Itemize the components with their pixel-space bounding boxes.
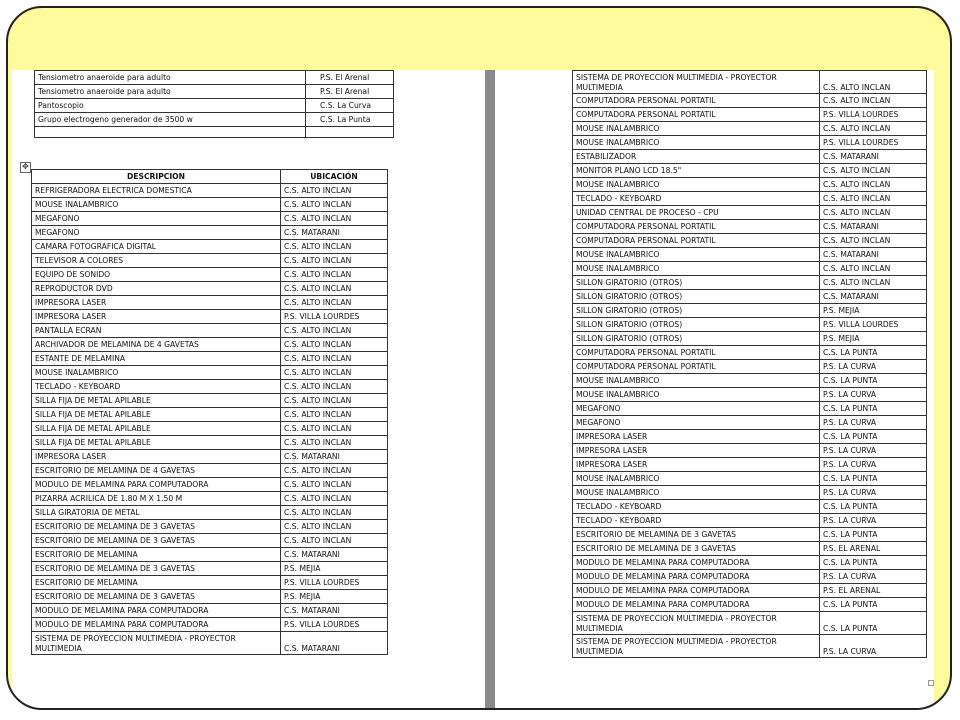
cell-description: COMPUTADORA PERSONAL PORTATIL (573, 94, 820, 108)
cell-location: P.S. EL ARENAL (820, 584, 927, 598)
cell-description: ESTABILIZADOR (573, 150, 820, 164)
cell-location: P.S. LA CURVA (820, 388, 927, 402)
table-row (32, 590, 388, 604)
cell-location: P.S. EL ARENAL (820, 542, 927, 556)
cell-description: MOUSE INALAMBRICO (573, 178, 820, 192)
cell-description: TECLADO - KEYBOARD (573, 192, 820, 206)
cell-description: TELEVISOR A COLORES (32, 254, 281, 268)
document-page-right (495, 70, 934, 708)
table-row (573, 136, 927, 150)
table-row (573, 108, 927, 122)
cell-location: C.S. ALTO INCLAN (281, 478, 388, 492)
cell-description: SILLA GIRATORIA DE METAL (32, 506, 281, 520)
table-row (35, 127, 394, 138)
cell-description: MOUSE INALAMBRICO (573, 136, 820, 150)
cell-location: P.S. MEJIA (281, 590, 388, 604)
cell-location: P.S. El Arenal (306, 85, 394, 99)
cell-description: REPRODUCTOR DVD (32, 282, 281, 296)
cell-location: C.S. ALTO INCLAN (281, 282, 388, 296)
table-row (573, 416, 927, 430)
table-row (573, 556, 927, 570)
cell-description: COMPUTADORA PERSONAL PORTATIL (573, 108, 820, 122)
table-row (573, 500, 927, 514)
cell-location: C.S. ALTO INCLAN (281, 268, 388, 282)
cell-description: SISTEMA DE PROYECCION MULTIMEDIA - PROYECTOR MULTIMEDIA (573, 635, 820, 658)
table-row (32, 408, 388, 422)
cell-description: Grupo electrogeno generador de 3500 w (35, 113, 306, 127)
table-row (573, 192, 927, 206)
cell-location: C.S. LA PUNTA (820, 612, 927, 635)
cell-description: MEGAFONO (573, 416, 820, 430)
cell-description: MOUSE INALAMBRICO (573, 248, 820, 262)
table-row (32, 324, 388, 338)
cell-description: PIZARRA ACRILICA DE 1.80 M X 1.50 M (32, 492, 281, 506)
cell-description: EQUIPO DE SONIDO (32, 268, 281, 282)
cell-location: P.S. LA CURVA (820, 570, 927, 584)
table-row (32, 310, 388, 324)
cell-location: C.S. LA PUNTA (820, 402, 927, 416)
table-row (573, 276, 927, 290)
cell-description: MODULO DE MELAMINA PARA COMPUTADORA (32, 478, 281, 492)
cell-location: P.S. VILLA LOURDES (281, 618, 388, 632)
page-corner-marker (928, 680, 934, 686)
cell-location: C.S. MATARANI (820, 248, 927, 262)
cell-description: IMPRESORA LASER (32, 450, 281, 464)
cell-description: SILLA FIJA DE METAL APILABLE (32, 422, 281, 436)
cell-description: SISTEMA DE PROYECCION MULTIMEDIA - PROYECTOR MULTIMEDIA (573, 71, 820, 94)
table-row (573, 248, 927, 262)
cell-description: MOUSE INALAMBRICO (32, 198, 281, 212)
table-row (32, 450, 388, 464)
cell-location: C.S. ALTO INCLAN (281, 422, 388, 436)
cell-location: C.S. MATARANI (820, 220, 927, 234)
table-row (32, 268, 388, 282)
cell-location: C.S. MATARANI (820, 290, 927, 304)
cell-description: MOUSE INALAMBRICO (573, 262, 820, 276)
table-row (32, 576, 388, 590)
cell-description: MOUSE INALAMBRICO (573, 388, 820, 402)
cell-description: MOUSE INALAMBRICO (573, 486, 820, 500)
cell-location: C.S. La Curva (306, 99, 394, 113)
table-row (573, 290, 927, 304)
left-inventory-table (31, 169, 388, 655)
cell-location: C.S. ALTO INCLAN (281, 394, 388, 408)
cell-description: ESCRITORIO DE MELAMINA DE 3 GAVETAS (32, 590, 281, 604)
cell-description: MOUSE INALAMBRICO (32, 366, 281, 380)
table-row (573, 402, 927, 416)
cell-location: C.S. ALTO INCLAN (281, 296, 388, 310)
table-row (573, 570, 927, 584)
cell-location: C.S. ALTO INCLAN (281, 380, 388, 394)
cell-description: ESCRITORIO DE MELAMINA DE 3 GAVETAS (573, 528, 820, 542)
cell-description: SISTEMA DE PROYECCION MULTIMEDIA - PROYECTOR MULTIMEDIA (573, 612, 820, 635)
cell-description: MODULO DE MELAMINA PARA COMPUTADORA (573, 570, 820, 584)
move-arrows-icon[interactable]: ✥ (20, 162, 31, 173)
table-row (573, 164, 927, 178)
cell-description: MODULO DE MELAMINA PARA COMPUTADORA (573, 584, 820, 598)
header-ubicacion: UBICACIÓN (281, 170, 388, 184)
cell-description: TECLADO - KEYBOARD (573, 500, 820, 514)
cell-location: C.S. MATARANI (281, 548, 388, 562)
table-row (32, 506, 388, 520)
cell-location: C.S. ALTO INCLAN (820, 276, 927, 290)
table-row (573, 486, 927, 500)
table-row (32, 422, 388, 436)
cell-description: UNIDAD CENTRAL DE PROCESO - CPU (573, 206, 820, 220)
table-row (32, 352, 388, 366)
cell-location: C.S. LA PUNTA (820, 528, 927, 542)
cell-description: Tensiometro anaeroide para adulto (35, 71, 306, 85)
table-row (32, 240, 388, 254)
cell-location: C.S. LA PUNTA (820, 346, 927, 360)
cell-location: C.S. ALTO INCLAN (281, 520, 388, 534)
table-row (32, 338, 388, 352)
table-row (32, 520, 388, 534)
table-row (573, 472, 927, 486)
cell-description: ESCRITORIO DE MELAMINA DE 3 GAVETAS (573, 542, 820, 556)
cell-description: SILLON GIRATORIO (OTROS) (573, 276, 820, 290)
table-row (32, 604, 388, 618)
cell-location: C.S. LA PUNTA (820, 556, 927, 570)
table-row (573, 150, 927, 164)
table-row (573, 206, 927, 220)
cell-location: P.S. LA CURVA (820, 416, 927, 430)
table-row (573, 332, 927, 346)
cell-description: MOUSE INALAMBRICO (573, 122, 820, 136)
cell-description: ESCRITORIO DE MELAMINA DE 3 GAVETAS (32, 562, 281, 576)
table-row (32, 492, 388, 506)
cell-location: C.S. ALTO INCLAN (281, 506, 388, 520)
cell-description: ARCHIVADOR DE MELAMINA DE 4 GAVETAS (32, 338, 281, 352)
table-row (32, 534, 388, 548)
cell-location: C.S. MATARANI (820, 150, 927, 164)
cell-location: P.S. MEJIA (820, 332, 927, 346)
cell-location: P.S. VILLA LOURDES (281, 310, 388, 324)
cell-description: MODULO DE MELAMINA PARA COMPUTADORA (573, 598, 820, 612)
cell-location: C.S. LA PUNTA (820, 598, 927, 612)
cell-description: SILLON GIRATORIO (OTROS) (573, 318, 820, 332)
cell-description: Tensiometro anaeroide para adulto (35, 85, 306, 99)
table-row (32, 394, 388, 408)
cell-description: MODULO DE MELAMINA PARA COMPUTADORA (32, 604, 281, 618)
cell-location: C.S. ALTO INCLAN (820, 234, 927, 248)
cell-description: MOUSE INALAMBRICO (573, 472, 820, 486)
table-row (573, 388, 927, 402)
cell-description: COMPUTADORA PERSONAL PORTATIL (573, 346, 820, 360)
cell-location: C.S. MATARANI (281, 632, 388, 655)
cell-location: C.S. ALTO INCLAN (281, 408, 388, 422)
table-row (573, 71, 927, 94)
cell-location: C.S. ALTO INCLAN (281, 212, 388, 226)
cell-description: MODULO DE MELAMINA PARA COMPUTADORA (573, 556, 820, 570)
cell-location: P.S. VILLA LOURDES (820, 318, 927, 332)
cell-location: P.S. MEJIA (281, 562, 388, 576)
table-row (573, 122, 927, 136)
cell-description: MEGAFONO (32, 212, 281, 226)
cell-description: SILLA FIJA DE METAL APILABLE (32, 408, 281, 422)
cell-description (35, 127, 306, 138)
table-row (573, 304, 927, 318)
cell-location: C.S. ALTO INCLAN (820, 164, 927, 178)
table-row (32, 282, 388, 296)
page-gutter (485, 70, 495, 708)
cell-location: C.S. ALTO INCLAN (281, 338, 388, 352)
table-row (573, 262, 927, 276)
cell-description: TECLADO - KEYBOARD (32, 380, 281, 394)
cell-description: ESTANTE DE MELAMINA (32, 352, 281, 366)
cell-location: C.S. ALTO INCLAN (281, 436, 388, 450)
cell-description: COMPUTADORA PERSONAL PORTATIL (573, 234, 820, 248)
cell-location: P.S. LA CURVA (820, 360, 927, 374)
cell-location: C.S. ALTO INCLAN (281, 464, 388, 478)
table-row (573, 346, 927, 360)
right-inventory-table (572, 70, 927, 658)
table-row (573, 528, 927, 542)
cell-location: C.S. LA PUNTA (820, 374, 927, 388)
cell-location: P.S. VILLA LOURDES (820, 136, 927, 150)
table-row (573, 234, 927, 248)
cell-description: IMPRESORA LASER (573, 458, 820, 472)
cell-location: C.S. ALTO INCLAN (820, 178, 927, 192)
table-row (573, 542, 927, 556)
cell-location: C.S. La Punta (306, 113, 394, 127)
table-row (32, 296, 388, 310)
cell-description: COMPUTADORA PERSONAL PORTATIL (573, 220, 820, 234)
cell-description: ESCRITORIO DE MELAMINA (32, 576, 281, 590)
cell-location: C.S. ALTO INCLAN (820, 94, 927, 108)
cell-location: P.S. LA CURVA (820, 486, 927, 500)
cell-location: P.S. VILLA LOURDES (281, 576, 388, 590)
cell-location: C.S. ALTO INCLAN (281, 198, 388, 212)
cell-description: ESCRITORIO DE MELAMINA (32, 548, 281, 562)
table-row (573, 360, 927, 374)
cell-description: MONITOR PLANO LCD 18.5" (573, 164, 820, 178)
table-row (573, 178, 927, 192)
cell-location: C.S. MATARANI (281, 226, 388, 240)
slide-frame (6, 6, 952, 710)
cell-location: C.S. ALTO INCLAN (820, 206, 927, 220)
cell-description: ESCRITORIO DE MELAMINA DE 4 GAVETAS (32, 464, 281, 478)
cell-location: C.S. ALTO INCLAN (281, 492, 388, 506)
table-row (32, 254, 388, 268)
cell-description: CAMARA FOTOGRAFICA DIGITAL (32, 240, 281, 254)
cell-location: P.S. LA CURVA (820, 635, 927, 658)
cell-description: REFRIGERADORA ELECTRICA DOMESTICA (32, 184, 281, 198)
cell-description: ESCRITORIO DE MELAMINA DE 3 GAVETAS (32, 534, 281, 548)
cell-description: MEGAFONO (32, 226, 281, 240)
cell-description: IMPRESORA LASER (32, 296, 281, 310)
cell-description: SILLA FIJA DE METAL APILABLE (32, 394, 281, 408)
cell-description: MOUSE INALAMBRICO (573, 374, 820, 388)
table-row (573, 635, 927, 658)
cell-description: ESCRITORIO DE MELAMINA DE 3 GAVETAS (32, 520, 281, 534)
cell-location: C.S. ALTO INCLAN (281, 534, 388, 548)
table-row (32, 478, 388, 492)
table-row (32, 212, 388, 226)
table-row (32, 548, 388, 562)
table-header-row (32, 170, 388, 184)
cell-location: C.S. ALTO INCLAN (281, 184, 388, 198)
cell-location: C.S. LA PUNTA (820, 472, 927, 486)
top-inventory-table (34, 70, 394, 138)
cell-description: SILLON GIRATORIO (OTROS) (573, 304, 820, 318)
table-row (32, 226, 388, 240)
cell-location: C.S. ALTO INCLAN (281, 254, 388, 268)
cell-location: P.S. LA CURVA (820, 444, 927, 458)
cell-description: Pantoscopio (35, 99, 306, 113)
table-row (573, 374, 927, 388)
cell-description: IMPRESORA LASER (573, 444, 820, 458)
table-row (32, 366, 388, 380)
cell-location: C.S. ALTO INCLAN (281, 366, 388, 380)
cell-description: PANTALLA ECRAN (32, 324, 281, 338)
table-row (32, 618, 388, 632)
cell-description: IMPRESORA LASER (573, 430, 820, 444)
table-row (35, 71, 394, 85)
cell-location: C.S. ALTO INCLAN (820, 71, 927, 94)
cell-location: P.S. LA CURVA (820, 458, 927, 472)
table-row (573, 444, 927, 458)
table-row (32, 632, 388, 655)
cell-description: SILLON GIRATORIO (OTROS) (573, 290, 820, 304)
cell-location: C.S. MATARANI (281, 450, 388, 464)
cell-location: C.S. ALTO INCLAN (820, 262, 927, 276)
cell-location: C.S. ALTO INCLAN (820, 122, 927, 136)
table-row (573, 220, 927, 234)
table-row (573, 598, 927, 612)
cell-location: P.S. LA CURVA (820, 514, 927, 528)
cell-location: C.S. MATARANI (281, 604, 388, 618)
cell-location: C.S. ALTO INCLAN (281, 240, 388, 254)
table-row (32, 380, 388, 394)
cell-location: C.S. LA PUNTA (820, 430, 927, 444)
header-descripcion: DESCRIPCION (32, 170, 281, 184)
table-row (35, 113, 394, 127)
cell-location: P.S. El Arenal (306, 71, 394, 85)
cell-description: SILLON GIRATORIO (OTROS) (573, 332, 820, 346)
cell-description: TECLADO - KEYBOARD (573, 514, 820, 528)
cell-location: C.S. ALTO INCLAN (281, 324, 388, 338)
table-row (32, 464, 388, 478)
cell-description: IMPRESORA LASER (32, 310, 281, 324)
cell-location (306, 127, 394, 138)
cell-location: C.S. ALTO INCLAN (281, 352, 388, 366)
table-row (573, 318, 927, 332)
table-row (35, 99, 394, 113)
cell-description: MEGAFONO (573, 402, 820, 416)
table-row (32, 184, 388, 198)
table-row (573, 514, 927, 528)
cell-description: SILLA FIJA DE METAL APILABLE (32, 436, 281, 450)
cell-location: P.S. VILLA LOURDES (820, 108, 927, 122)
cell-description: COMPUTADORA PERSONAL PORTATIL (573, 360, 820, 374)
table-row (573, 584, 927, 598)
cell-location: C.S. LA PUNTA (820, 500, 927, 514)
cell-location: C.S. ALTO INCLAN (820, 192, 927, 206)
table-row (35, 85, 394, 99)
document-page-left (12, 70, 485, 708)
cell-location: P.S. MEJIA (820, 304, 927, 318)
cell-description: MODULO DE MELAMINA PARA COMPUTADORA (32, 618, 281, 632)
table-row (32, 562, 388, 576)
table-row (32, 198, 388, 212)
table-row (573, 612, 927, 635)
table-row (573, 430, 927, 444)
table-row (573, 458, 927, 472)
table-row (573, 94, 927, 108)
cell-description: SISTEMA DE PROYECCION MULTIMEDIA - PROYECTOR MULTIMEDIA (32, 632, 281, 655)
table-row (32, 436, 388, 450)
